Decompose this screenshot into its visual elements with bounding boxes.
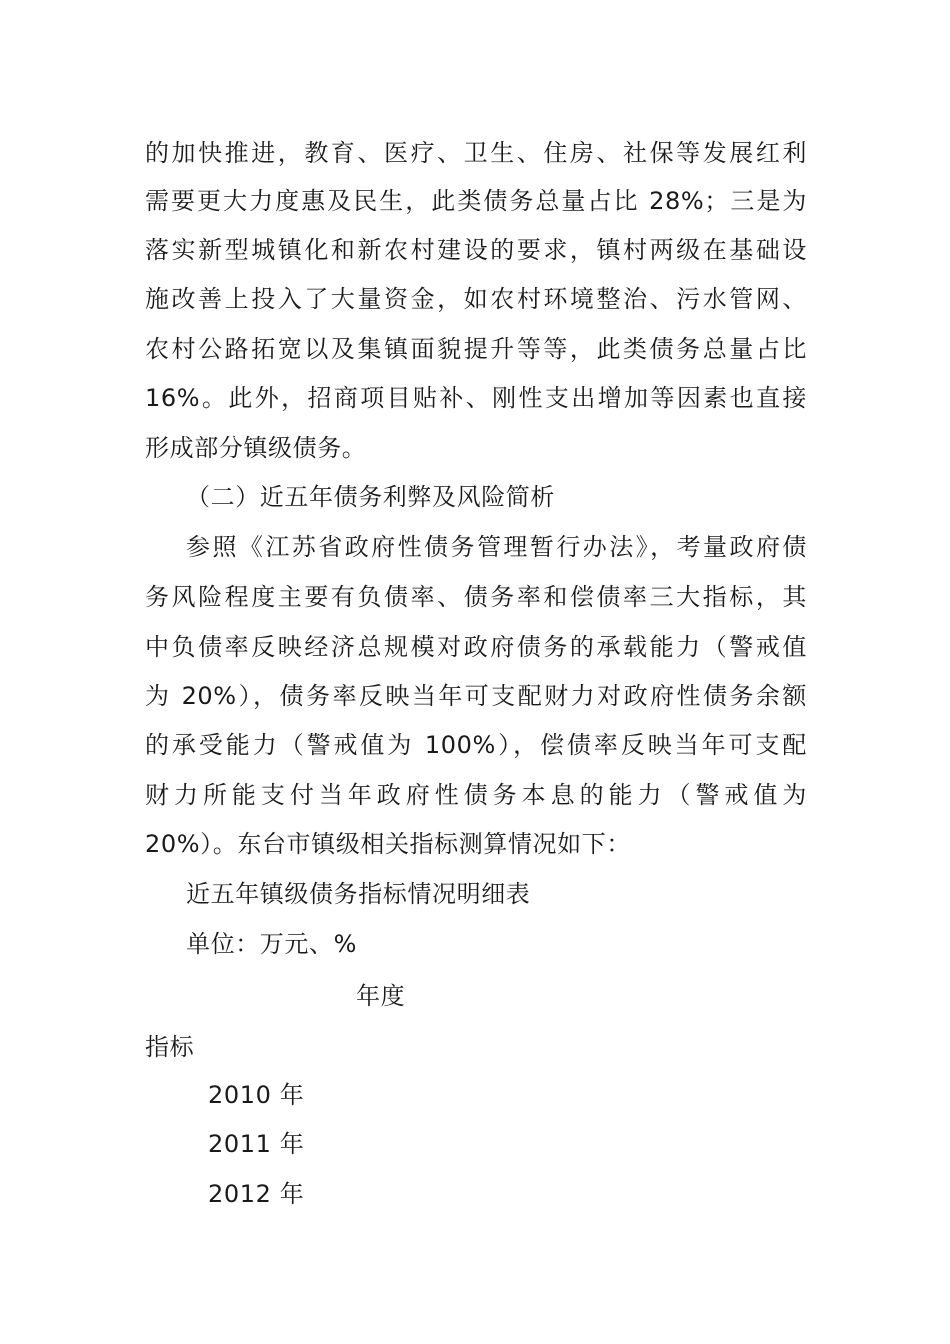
- paragraph-line: 的加快推进，教育、医疗、卫生、住房、社保等发展红利: [145, 139, 807, 167]
- table-header-year: 年度: [356, 982, 406, 1010]
- unit-label: 单位：万元、%: [186, 930, 358, 958]
- table-header-indicator: 指标: [145, 1033, 195, 1061]
- table-year-cell: 2010 年: [208, 1081, 305, 1109]
- paragraph-line: 财力所能支付当年政府性债务本息的能力（警戒值为: [145, 781, 807, 809]
- section-heading: （二）近五年债务利弊及风险简析: [186, 483, 555, 511]
- paragraph-line: 施改善上投入了大量资金，如农村环境整治、污水管网、: [145, 285, 807, 313]
- paragraph-line: 务风险程度主要有负债率、债务率和偿债率三大指标，其: [145, 583, 807, 611]
- table-year-cell: 2011 年: [208, 1130, 305, 1158]
- paragraph-line: 20%）。东台市镇级相关指标测算情况如下：: [145, 830, 631, 858]
- paragraph-line: 农村公路拓宽以及集镇面貌提升等等，此类债务总量占比: [145, 335, 807, 363]
- paragraph-line: 落实新型城镇化和新农村建设的要求，镇村两级在基础设: [145, 236, 807, 264]
- paragraph-line: 形成部分镇级债务。: [145, 434, 367, 462]
- table-title: 近五年镇级债务指标情况明细表: [186, 880, 531, 908]
- paragraph-line: 为 20%），债务率反映当年可支配财力对政府性债务余额: [145, 682, 807, 710]
- paragraph-line: 需要更大力度惠及民生，此类债务总量占比 28%；三是为: [145, 187, 807, 215]
- table-year-cell: 2012 年: [208, 1180, 305, 1208]
- paragraph-line: 参照《江苏省政府性债务管理暂行办法》，考量政府债: [186, 533, 807, 561]
- paragraph-line: 的承受能力（警戒值为 100%），偿债率反映当年可支配: [145, 731, 807, 759]
- paragraph-line: 中负债率反映经济总规模对政府债务的承载能力（警戒值: [145, 633, 807, 661]
- paragraph-line: 16%。此外，招商项目贴补、刚性支出增加等因素也直接: [145, 384, 807, 412]
